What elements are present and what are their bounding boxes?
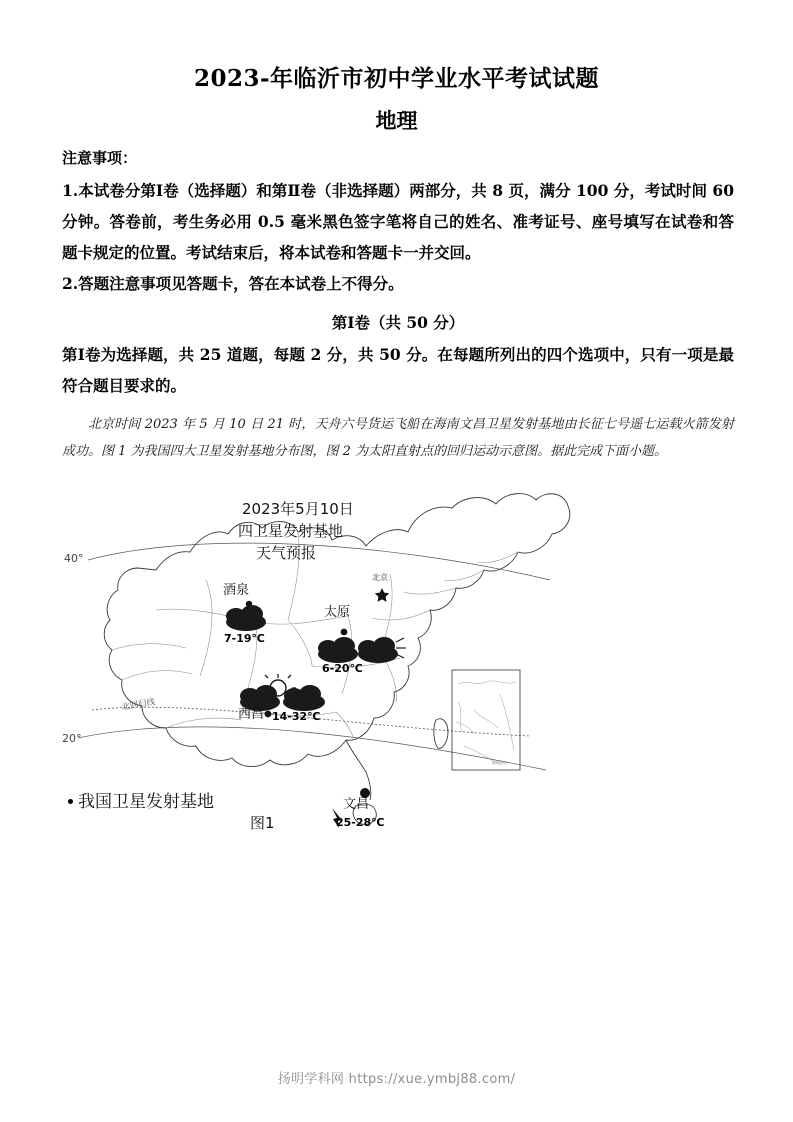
map-legend [68, 787, 214, 812]
notice-item-1: 1.本试卷分第Ⅰ卷（选择题）和第Ⅱ卷（非选择题）两部分，共 8 页，满分 100 分，考试时间 60 分钟。答卷前，考生务必用 0.5 毫米黑色签字笔将自己的姓名、准考证号、座号填写在试卷和答题卡规定的位置。考试结束后，将本试卷和答题卡一并交回。 [62, 181, 734, 262]
city-label-beijing: 北京 [372, 573, 388, 582]
partly-cloudy-icon-xichang [240, 674, 325, 711]
question-stem: 北京时间 2023 年 5 月 10 日 21 时，天舟六号货运飞船在海南文昌卫星发射基地由长征七号遥七运载火箭发射成功。图 1 为我国四大卫星发射基地分布图，图 2 为太阳直射点的回归运动示意图。据此完成下面小题。 [62, 417, 734, 459]
latitude-label-40: 40° [64, 552, 84, 565]
capital-star-icon [375, 588, 389, 602]
city-marker-xichang [238, 674, 325, 723]
notice-item-2: 2.答题注意事项见答题卡，答在本试卷上不得分。 [62, 274, 404, 293]
cloudy-icon-taiyuan [318, 637, 406, 663]
map-title-line-1: 2023年5月10日 [242, 500, 354, 518]
inset-label: 南海诸岛 [492, 761, 506, 765]
city-label-wenchang: 文昌 [343, 797, 370, 812]
section-instruction: 第Ⅰ卷为选择题，共 25 道题，每题 2 分，共 50 分。在每题所列出的四个选项中，只有一项是最符合题目要求的。 [62, 345, 734, 395]
city-label-xichang: 西昌 [238, 707, 265, 722]
city-temp-taiyuan: 6-20℃ [322, 662, 363, 675]
subject-title: 地理 [375, 108, 418, 133]
city-temp-wenchang: 25-28℃ [336, 816, 385, 829]
south-china-sea-inset [452, 670, 520, 770]
latitude-label-20: 20° [62, 732, 82, 745]
latitude-line-40 [88, 543, 550, 580]
city-temp-jiuquan: 7-19℃ [224, 632, 265, 645]
city-marker-beijing [372, 572, 389, 602]
city-label-jiuquan: 酒泉 [223, 583, 250, 598]
city-temp-xichang: 14-32℃ [272, 710, 321, 723]
footer-watermark: 扬明学科网 https://xue.ymbj88.com/ [277, 1072, 516, 1087]
taiwan-island [434, 719, 448, 749]
city-marker-jiuquan [223, 583, 266, 645]
city-marker-wenchang [332, 788, 385, 829]
cloudy-icon-jiuquan [226, 605, 266, 631]
page-title: 2023-年临沂市初中学业水平考试试题 [193, 65, 600, 92]
city-marker-taiyuan [318, 604, 406, 675]
legend-label: 我国卫星发射基地 [78, 792, 214, 812]
body-text-block [62, 144, 734, 465]
latitude-line-20 [78, 727, 546, 770]
figure-caption: 图1 [250, 814, 275, 832]
notice-heading: 注意事项： [62, 149, 138, 167]
map-title-line-3: 天气预报 [256, 544, 317, 562]
city-label-taiyuan: 太原 [324, 605, 351, 620]
map-title-line-2: 四卫星发射基地 [238, 522, 344, 540]
legend-dot-icon [68, 799, 73, 804]
tropic-label: 北回归线 [120, 697, 157, 713]
section-heading: 第Ⅰ卷（共 50 分） [331, 313, 465, 332]
